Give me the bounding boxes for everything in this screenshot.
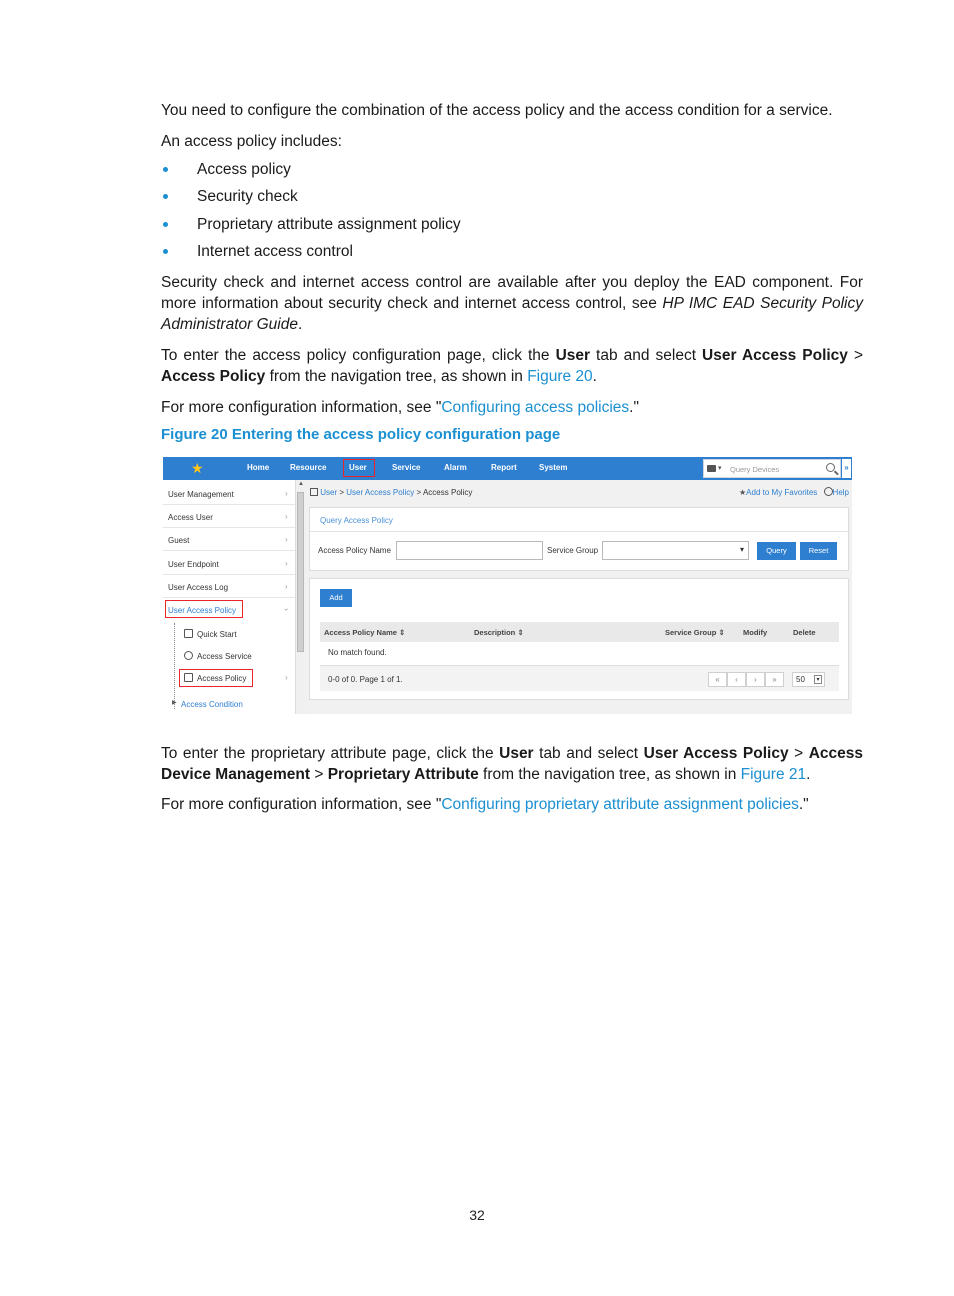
security-check-paragraph: Security check and internet access control are available after you deploy the EAD component. For more information about security check and internet access control, see HP IMC EAD Security Policy Administrator Guide. xyxy=(161,274,863,333)
bullet-icon xyxy=(163,167,168,172)
sidebar-item-access-user[interactable]: Access User › xyxy=(163,505,295,528)
access-service-icon xyxy=(184,651,193,660)
paging-text: 0-0 of 0. Page 1 of 1. xyxy=(328,675,403,684)
sidebar-item-user-access-log[interactable]: User Access Log › xyxy=(163,575,295,598)
scroll-up-icon[interactable]: ▲ xyxy=(298,481,304,487)
query-panel-title: Query Access Policy xyxy=(320,516,393,525)
col-service-group[interactable]: Service Group ⇕ xyxy=(665,628,725,637)
sub-item-access-condition[interactable]: Access Condition xyxy=(181,700,243,709)
user-access-policy-highlight xyxy=(165,600,243,618)
col-description[interactable]: Description ⇕ xyxy=(474,628,524,637)
policy-name-input[interactable] xyxy=(396,541,543,560)
enter-policy-paragraph: To enter the access policy configuration page, click the User tab and select User Access Policy > Access Policy from the navigation tree, as shown in Figure 20. xyxy=(161,347,864,385)
nav-user[interactable]: User xyxy=(349,463,367,472)
col-access-policy-name[interactable]: Access Policy Name ⇕ xyxy=(324,628,406,637)
breadcrumb: User > User Access Policy > Access Policy xyxy=(310,488,472,497)
first-page-icon[interactable]: « xyxy=(708,672,727,687)
caret-down-icon: ▾ xyxy=(739,545,744,554)
device-icon xyxy=(707,465,716,472)
nav-home[interactable]: Home xyxy=(247,463,270,472)
intro-list-heading: An access policy includes: xyxy=(161,133,342,150)
intro-paragraph: You need to configure the combination of the access policy and the access condition for a service. xyxy=(161,102,833,119)
sidebar-scrollbar[interactable] xyxy=(295,480,305,714)
sidebar-item-user-access-policy[interactable]: User Access Policy › xyxy=(168,606,291,615)
last-page-icon[interactable]: » xyxy=(765,672,784,687)
main-content xyxy=(306,480,852,714)
more-info-paragraph: For more configuration information, see "Configuring access policies." xyxy=(161,399,639,416)
reset-button[interactable]: Reset xyxy=(800,542,837,560)
more-info-paragraph-2: For more configuration information, see "Configuring proprietary attribute assignment policies." xyxy=(161,796,809,813)
nav-service[interactable]: Service xyxy=(392,463,421,472)
sub-item-access-service[interactable]: Access Service xyxy=(197,652,252,661)
chevron-double-down-icon[interactable]: » xyxy=(842,459,851,478)
favorites-help xyxy=(739,487,849,497)
sub-item-quick-start[interactable]: Quick Start xyxy=(197,630,237,639)
chevron-right-icon: › xyxy=(285,535,288,544)
page-size-select[interactable]: 50 ▾ xyxy=(792,672,825,687)
nav-user-highlight xyxy=(343,459,375,477)
no-match-text: No match found. xyxy=(328,648,387,657)
pin-star-icon: ★ xyxy=(739,488,747,497)
sub-item-access-policy[interactable]: Access Policy xyxy=(197,674,247,683)
figure-caption: Figure 20 Entering the access policy configuration page xyxy=(161,426,561,443)
page-number: 32 xyxy=(469,1207,485,1223)
add-button[interactable]: Add xyxy=(320,589,352,607)
nav-system[interactable]: System xyxy=(539,463,568,472)
help-icon xyxy=(824,487,833,496)
guide-title: HP IMC EAD Security Policy Administrator Guide xyxy=(161,295,863,333)
breadcrumb-user-access-policy[interactable]: User Access Policy xyxy=(346,488,415,497)
sidebar-item-guest[interactable]: Guest › xyxy=(163,528,295,551)
access-policy-highlight xyxy=(179,669,253,687)
sidebar-item-user-endpoint[interactable]: User Endpoint › xyxy=(163,552,295,575)
breadcrumb-access-policy: Access Policy xyxy=(422,488,473,497)
figure-21-link[interactable]: Figure 21 xyxy=(740,766,807,783)
bullet-icon xyxy=(163,194,168,199)
spacer xyxy=(163,666,295,667)
chevron-right-icon: › xyxy=(285,512,288,521)
scroll-thumb[interactable] xyxy=(297,492,304,652)
bullet-icon xyxy=(163,249,168,254)
results-panel xyxy=(309,578,849,700)
configuring-access-policies-link[interactable]: Configuring access policies xyxy=(441,399,630,416)
proprietary-attribute-paragraph: To enter the proprietary attribute page, click the User tab and select User Access Policy > Access Device Management > Proprietary Attribute from the navigation tree, as shown in Figure 21. xyxy=(161,745,864,783)
top-nav-bar xyxy=(163,457,852,480)
bullet-icon xyxy=(163,222,168,227)
next-page-icon[interactable]: › xyxy=(746,672,765,687)
query-devices-input[interactable]: ▾ Query Devices xyxy=(703,459,841,478)
chevron-right-icon: › xyxy=(285,673,288,682)
query-panel xyxy=(309,507,849,571)
configuring-proprietary-attribute-link[interactable]: Configuring proprietary attribute assignment policies xyxy=(441,796,799,813)
add-to-favorites-link[interactable]: Add to My Favorites xyxy=(746,488,818,497)
caret-down-icon: ▾ xyxy=(718,465,722,472)
chevron-down-icon: › xyxy=(281,608,291,611)
search-icon[interactable] xyxy=(826,463,835,472)
chevron-right-icon: › xyxy=(285,582,288,591)
service-group-select[interactable] xyxy=(602,541,749,560)
query-button[interactable]: Query xyxy=(757,542,796,560)
quick-start-icon xyxy=(184,629,193,638)
figure-screenshot xyxy=(163,457,852,714)
breadcrumb-user[interactable]: User xyxy=(320,488,338,497)
col-modify: Modify xyxy=(743,628,768,637)
sidebar xyxy=(163,480,295,714)
nav-resource[interactable]: Resource xyxy=(290,463,327,472)
chevron-right-icon: › xyxy=(285,559,288,568)
nav-alarm[interactable]: Alarm xyxy=(444,463,467,472)
help-link[interactable]: Help xyxy=(832,488,849,497)
breadcrumb-icon xyxy=(310,488,318,496)
sidebar-item-user-management[interactable]: User Management › xyxy=(163,482,295,505)
policy-name-label: Access Policy Name xyxy=(318,546,391,555)
figure-20-link[interactable]: Figure 20 xyxy=(527,368,593,385)
prev-page-icon[interactable]: ‹ xyxy=(727,672,746,687)
col-delete: Delete xyxy=(793,628,816,637)
caret-right-icon: ▶ xyxy=(172,700,177,706)
nav-report[interactable]: Report xyxy=(491,463,517,472)
pagination-bar xyxy=(320,665,839,691)
chevron-right-icon: › xyxy=(285,489,288,498)
service-group-label: Service Group xyxy=(547,546,599,555)
table-header xyxy=(320,622,839,642)
caret-down-icon: ▾ xyxy=(814,675,822,684)
favorites-star-icon[interactable]: ★ xyxy=(191,460,204,476)
